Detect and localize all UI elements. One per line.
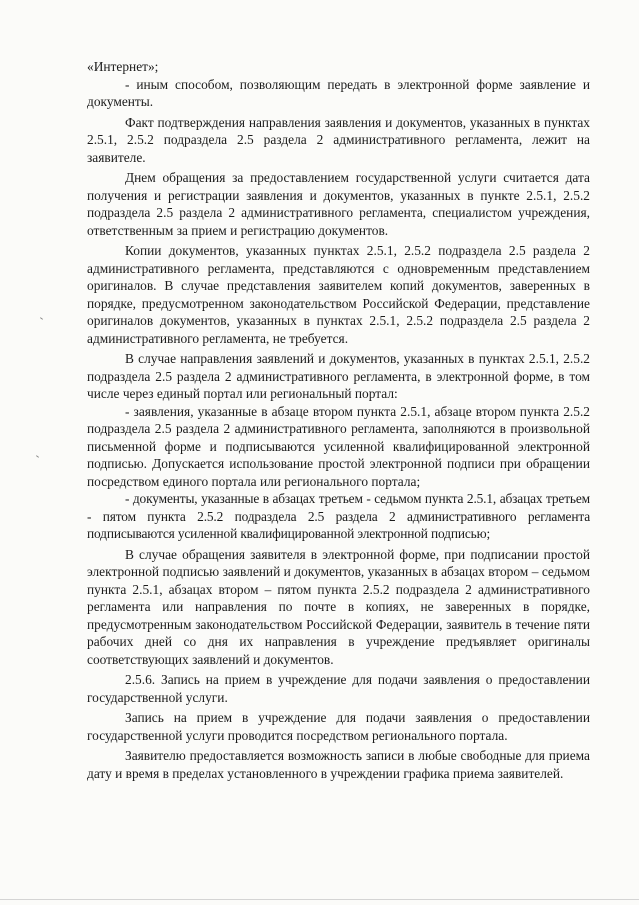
paragraph-appointment-time: Заявителю предоставляется возможность записи в любые свободные для приема дату и время в пределах установленного в учреждении графика приема заявителей. bbox=[87, 748, 590, 781]
paragraph-application-date: Днем обращения за предоставлением государственной услуги считается дата получения и регистрации заявления и документов, указанных в пункте 2.5.1, 2.5.2 подраздела 2.5 раздела 2 административного регламента, специалистом учреждения, ответственным за прием и регистрацию документов. bbox=[87, 170, 590, 238]
paragraph-internet: «Интернет»; bbox=[87, 59, 159, 74]
scan-speck bbox=[36, 455, 39, 458]
paragraph-documents-signature: - документы, указанные в абзацах третьем - седьмом пункта 2.5.1, абзацах третьем - пятом пункта 2.5.2 подраздела 2.5 раздела 2 административного регламента подписываются усиленной квалифицированной электронной подписью; bbox=[87, 491, 590, 541]
paragraph-confirmation: Факт подтверждения направления заявления и документов, указанных в пунктах 2.5.1, 2.5.2 подраздела 2.5 раздела 2 административного регламента, лежит на заявителе. bbox=[87, 114, 590, 165]
paragraph-electronic-submission: В случае направления заявлений и документов, указанных в пунктах 2.5.1, 2.5.2 подраздела 2.5 раздела 2 административного регламента, в электронной форме, в том числе через единый портал или региональный портал: bbox=[87, 351, 590, 401]
paragraph-section-2-5-6: 2.5.6. Запись на прием в учреждение для подачи заявления о предоставлении государственной услуги. bbox=[87, 672, 590, 705]
paragraph-originals: В случае обращения заявителя в электронной форме, при подписании простой электронной подписью заявлений и документов, указанных в абзацах втором – седьмом пункта 2.5.1, абзацах втором – пятом пункта 2.5.2 подраздела 2 административного регламента или направления по почте в копиях, не заверенных в порядке, предусмотренным законодательством Российской Федерации, заявитель в течение пяти рабочих дней со дня их направления в учреждение предъявляет оригиналы соответствующих заявлений и документов. bbox=[87, 546, 590, 667]
document-body bbox=[87, 58, 590, 782]
paragraph-other-method: - иным способом, позволяющим передать в электронной форме заявление и документы. bbox=[87, 76, 590, 109]
scan-edge bbox=[0, 899, 639, 900]
scan-speck bbox=[40, 317, 43, 320]
paragraph-applications-signature: - заявления, указанные в абзаце втором пункта 2.5.1, абзаце втором пункта 2.5.2 подраздела 2.5 раздела 2 административного регламента, заполняются в произвольной письменной форме и подписываются усиленной квалифицированной электронной подписью. Допускается использование простой электронной подписи при обращении посредством единого портала или регионального портала; bbox=[87, 403, 590, 489]
paragraph-copies: Копии документов, указанных пунктах 2.5.1, 2.5.2 подраздела 2.5 раздела 2 административного регламента, представляются с одновременным представлением оригиналов. В случае представления заявителем копий документов, заверенных в порядке, предусмотренном законодательством Российской Федерации, представление оригиналов документов, указанных в пунктах 2.5.1, 2.5.2 подраздела 2.5 раздела 2 административного регламента, не требуется. bbox=[87, 243, 590, 346]
paragraph-appointment: Запись на прием в учреждение для подачи заявления о предоставлении государственной услуги проводится посредством регионального портала. bbox=[87, 710, 590, 743]
